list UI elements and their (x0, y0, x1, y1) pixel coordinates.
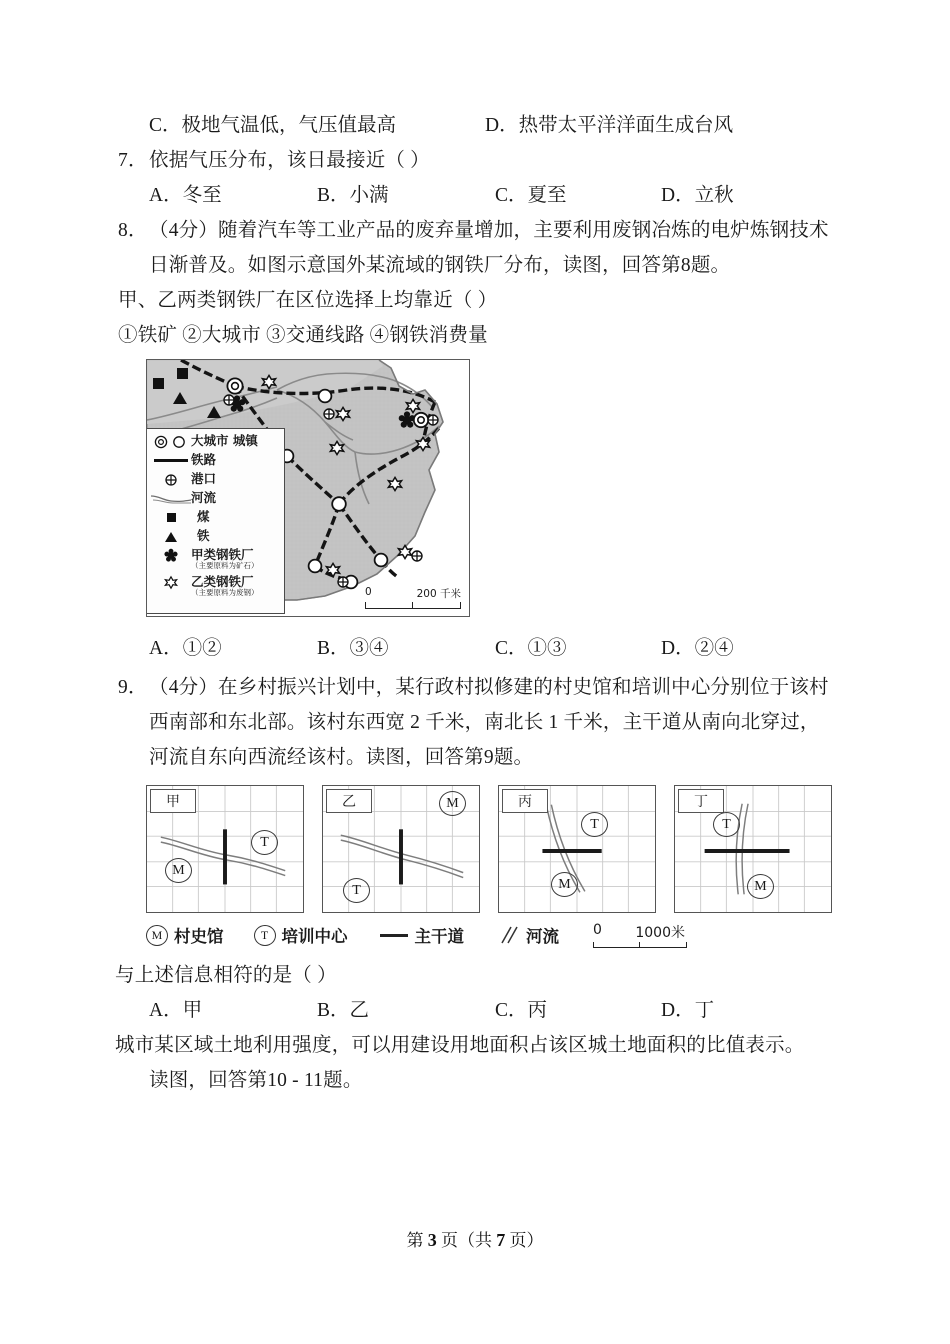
river-icon (151, 492, 191, 506)
q8-option-a[interactable]: A．①② (149, 638, 222, 659)
page-footer (0, 1226, 950, 1251)
footer-prefix: 第 (406, 1231, 428, 1250)
coal-icon (151, 513, 191, 522)
marker-training-center-jia: T (251, 830, 278, 855)
legend-village-hall-label: 村史馆 (174, 927, 224, 946)
q10-intro-line2: 读图，回答第10 - 11题。 (149, 1070, 363, 1091)
steel-mill-b-icon (151, 575, 191, 590)
legend-row-coal (151, 508, 284, 527)
legend-main-road (380, 923, 465, 947)
legend-training-center (254, 923, 348, 947)
marker-training-center-bing: T (581, 812, 608, 837)
q8-option-d[interactable]: D．②④ (661, 638, 734, 659)
q7-option-d[interactable]: D．立秋 (661, 185, 734, 206)
map-scale-bar (365, 586, 461, 609)
legend-label-mill-a: 甲类钢铁厂 (191, 547, 254, 563)
legend-row-port (151, 470, 284, 489)
legend-sub-mill-b: （主要原料为废钢） (191, 588, 259, 597)
village-scale-zero: 0 (593, 922, 602, 938)
q8-items: ①铁矿 ②大城市 ③交通线路 ④钢铁消费量 (118, 325, 488, 346)
q9-option-d[interactable]: D．丁 (661, 1000, 715, 1021)
q9-legend-row (146, 922, 832, 948)
legend-label-city: 大城市 城镇 (191, 433, 258, 449)
legend-row-railway (151, 451, 284, 470)
railway-icon (151, 459, 191, 462)
legend-label-port: 港口 (191, 471, 217, 487)
footer-middle: 页（共 (436, 1231, 497, 1250)
village-panel-jia (146, 785, 304, 913)
q9-figure-wrap (146, 785, 832, 913)
q8-figure-wrap (146, 359, 832, 617)
legend-label-river: 河流 (191, 490, 217, 506)
q7-number: 7． (118, 150, 148, 171)
panel-tag-bing: 丙 (502, 789, 548, 813)
training-center-icon: T (254, 925, 276, 946)
q6-option-c[interactable]: C．极地气温低，气压值最高 (149, 115, 397, 136)
q8-option-b[interactable]: B．③④ (317, 638, 389, 659)
q7-stem-line (118, 143, 832, 178)
mill-a-glyph (163, 548, 179, 563)
legend-row-river (151, 489, 284, 508)
q9-option-a[interactable]: A．甲 (149, 1000, 203, 1021)
river-icon (498, 926, 520, 944)
village-scale-bar (593, 922, 687, 948)
village-panel-ding (674, 785, 832, 913)
q9-number: 9． (118, 677, 148, 698)
map-scale-zero: 0 (365, 586, 372, 598)
legend-village-hall (146, 923, 224, 947)
q8-options-row (118, 631, 832, 666)
legend-sub-mill-a: （主要原料为矿石） (191, 561, 259, 570)
q9-option-b[interactable]: B．乙 (317, 1000, 370, 1021)
q8-number: 8． (118, 220, 148, 241)
port-glyph (163, 473, 179, 487)
q7-option-a[interactable]: A．冬至 (149, 185, 222, 206)
legend-label-coal: 煤 (197, 509, 210, 525)
mill-b-glyph (163, 575, 179, 590)
marker-training-center-yi: T (343, 878, 370, 903)
page-content (115, 108, 832, 1098)
q9-stem-text: （4分）在乡村振兴计划中，某行政村拟修建的村史馆和培训中心分别位于该村西南部和东北部。该村东西宽 2 千米，南北长 1 千米，主干道从南向北穿过，河流自东向西流经该村。读图，回答第9题。 (149, 677, 829, 768)
q9-options-row (118, 993, 832, 1028)
marker-village-hall-yi: M (439, 791, 466, 816)
q7-options-row (118, 178, 832, 213)
legend-row-city (151, 432, 284, 451)
footer-page-number: 3 (427, 1230, 437, 1250)
village-hall-icon: M (146, 925, 168, 946)
q7-stem-text: 依据气压分布，该日最接近（ ） (149, 150, 430, 171)
panel-tag-ding: 丁 (678, 789, 724, 813)
marker-training-center-ding: T (713, 812, 740, 837)
q9-substem: 与上述信息相符的是（ ） (115, 965, 337, 986)
iron-icon (151, 532, 191, 542)
footer-suffix: 页） (505, 1231, 544, 1250)
river-glyph (151, 492, 191, 506)
q8-substem: 甲、乙两类钢铁厂在区位选择上均靠近（ ） (118, 290, 498, 311)
panel-tag-jia: 甲 (150, 789, 196, 813)
steel-mill-map (146, 359, 470, 617)
village-scale-value: 1000米 (635, 925, 685, 941)
legend-training-center-label: 培训中心 (281, 927, 348, 946)
legend-label-iron: 铁 (197, 528, 210, 544)
footer-total-pages: 7 (496, 1230, 506, 1250)
q8-stem-text: （4分）随着汽车等工业产品的废弃量增加，主要利用废钢冶炼的电炉炼钢技术日渐普及。如图示意国外某流域的钢铁厂分布，读图，回答第8题。 (149, 220, 829, 276)
map-scale-value: 200 千米 (416, 588, 461, 600)
main-road-icon (380, 934, 408, 937)
q10-intro-line1: 城市某区域土地利用强度，可以用建设用地面积占该区城土地面积的比值表示。 (115, 1035, 805, 1056)
legend-label-railway: 铁路 (191, 452, 217, 468)
q6-options-row (118, 108, 832, 143)
big-city-and-town-icon (151, 435, 191, 449)
q8-option-c[interactable]: C．①③ (495, 638, 567, 659)
panel-tag-yi: 乙 (326, 789, 372, 813)
village-panel-bing (498, 785, 656, 913)
q9-option-c[interactable]: C．丙 (495, 1000, 548, 1021)
q8-stem-line (118, 213, 832, 283)
river-legend-glyph (498, 926, 520, 944)
legend-river-label: 河流 (526, 927, 559, 946)
marker-village-hall-ding: M (747, 874, 774, 899)
marker-village-hall-jia: M (165, 858, 192, 883)
q7-option-c[interactable]: C．夏至 (495, 185, 567, 206)
legend-main-road-label: 主干道 (414, 927, 464, 946)
steel-mill-a-icon (151, 548, 191, 563)
q7-option-b[interactable]: B．小满 (317, 185, 389, 206)
legend-label-mill-b: 乙类钢铁厂 (191, 574, 254, 590)
q9-stem-line (118, 670, 832, 775)
legend-row-iron (151, 527, 284, 546)
map-legend (147, 428, 285, 614)
port-icon (151, 473, 191, 487)
legend-river (498, 923, 559, 947)
city-town-glyph (152, 435, 190, 449)
marker-village-hall-bing: M (551, 872, 578, 897)
village-panel-yi (322, 785, 480, 913)
q6-option-d[interactable]: D．热带太平洋洋面生成台风 (485, 115, 734, 136)
